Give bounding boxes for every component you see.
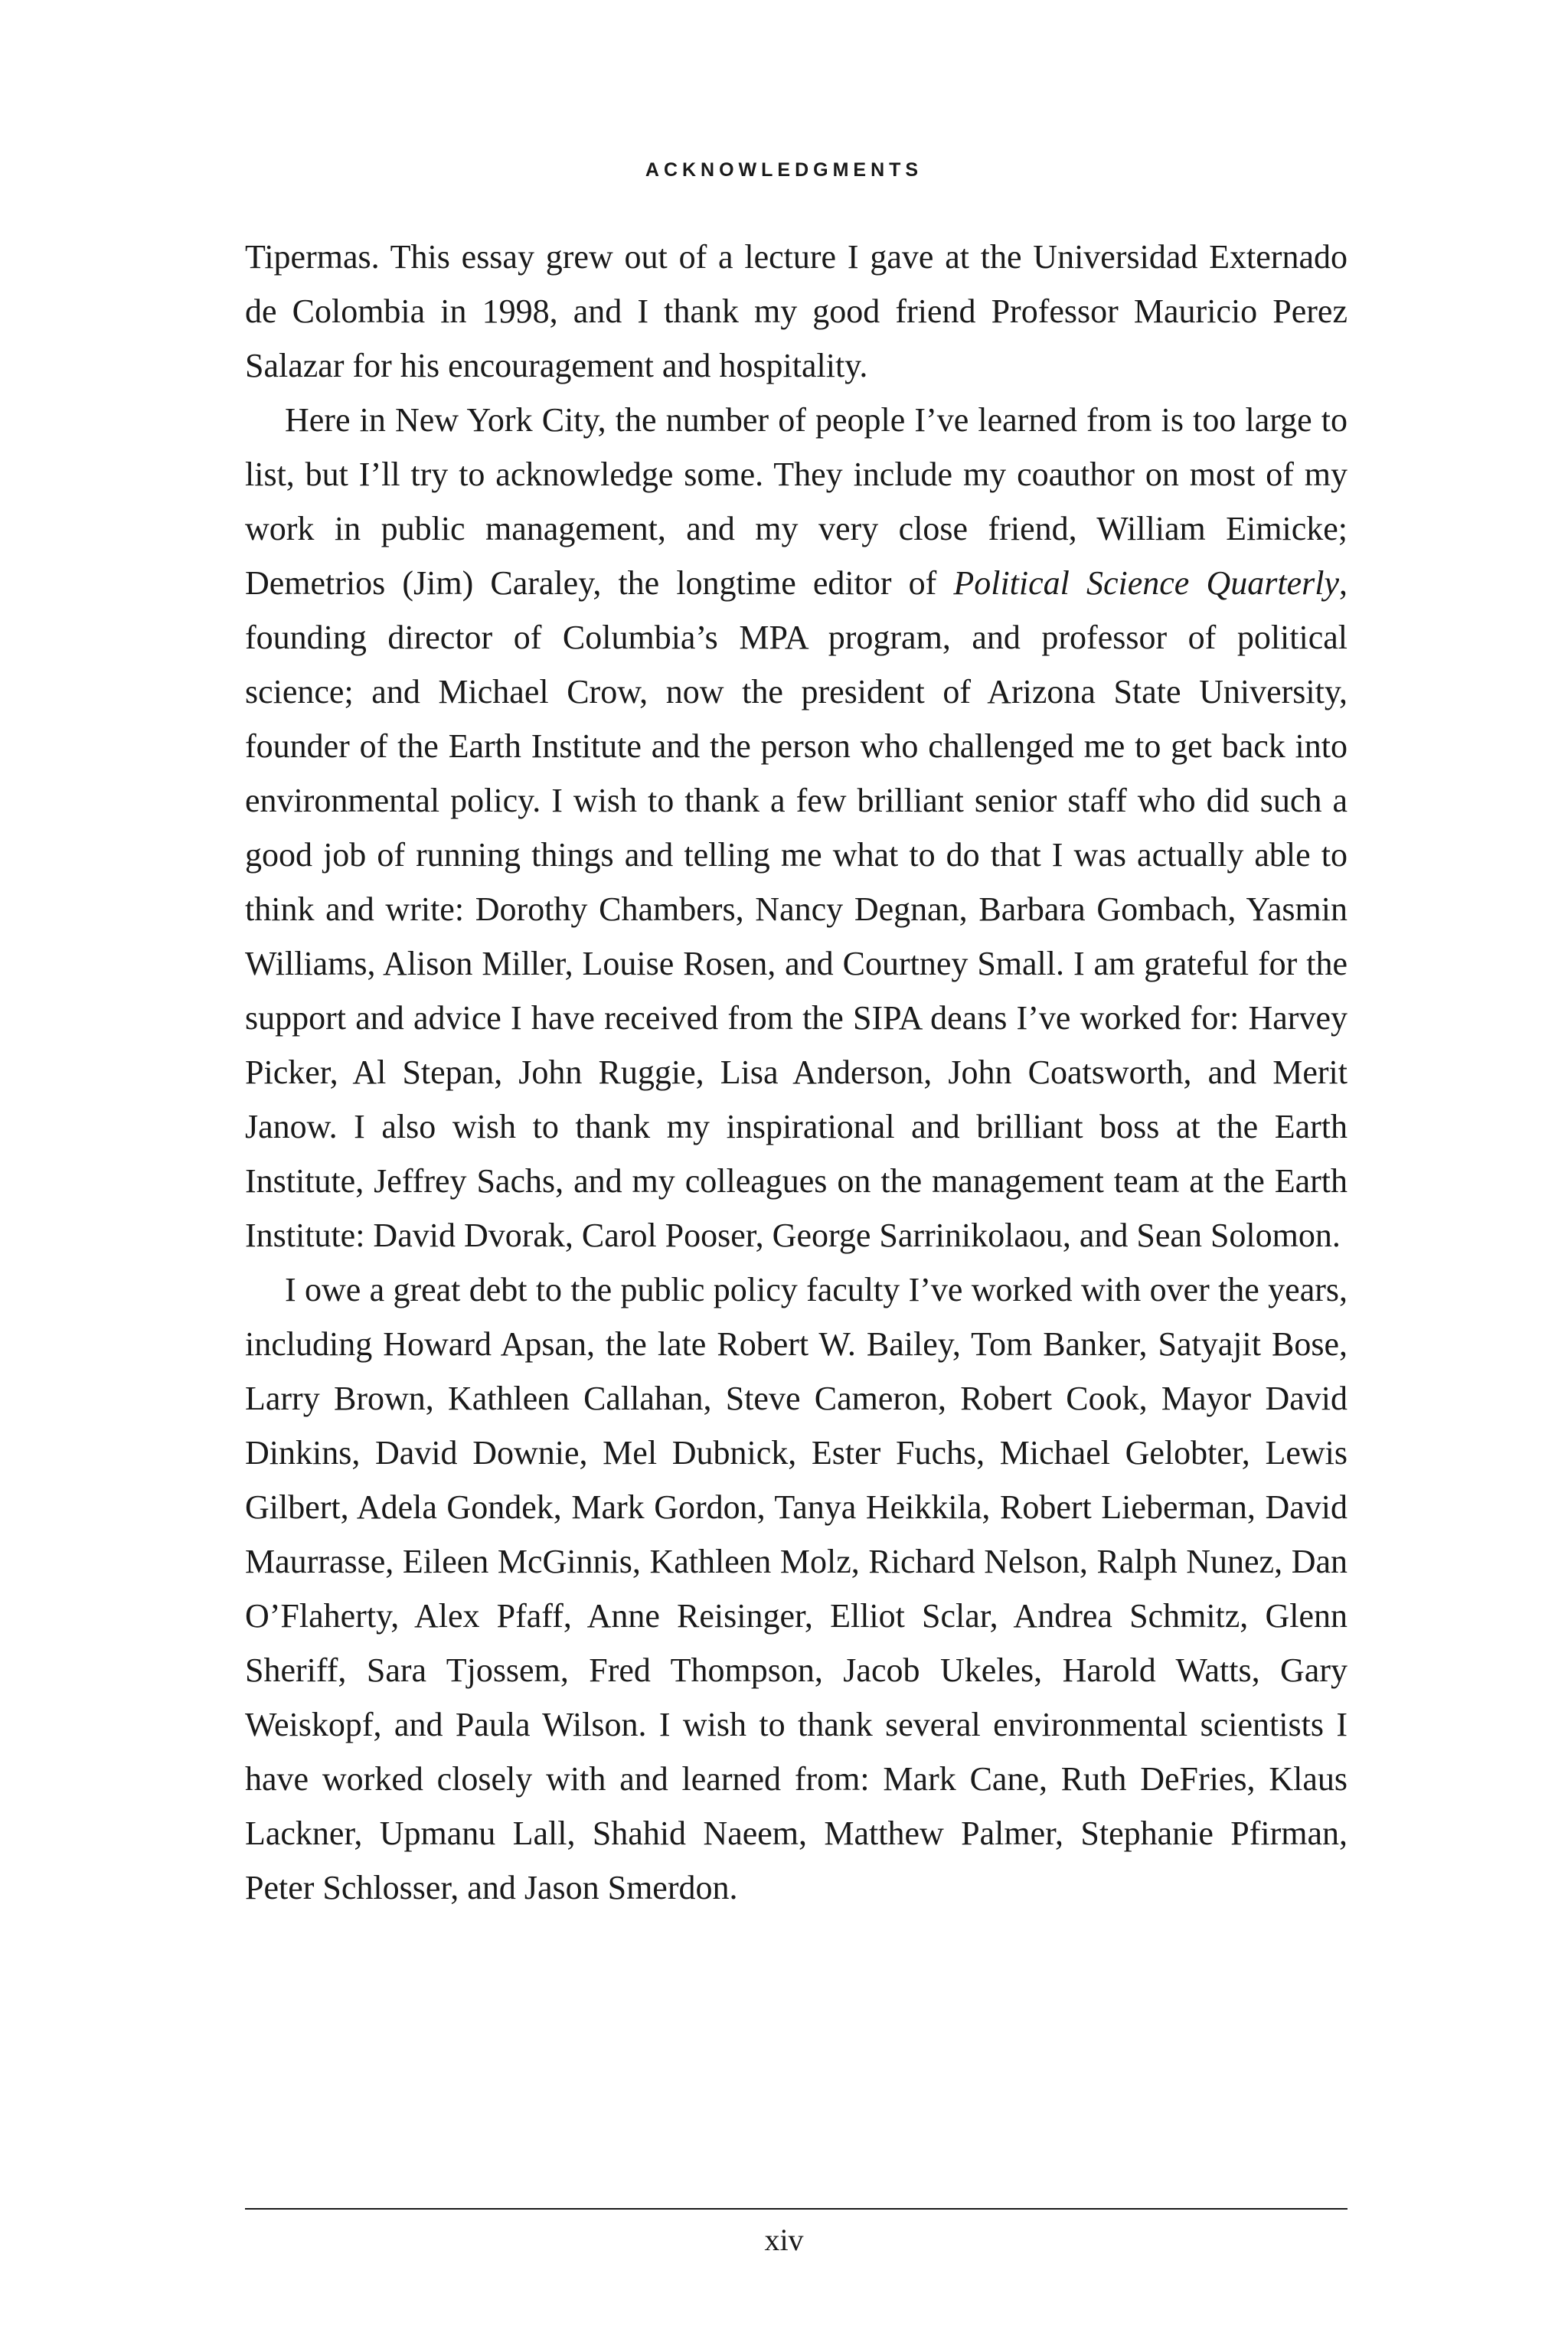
paragraph-continued: Tipermas. This essay grew out of a lecture I gave at the Universidad Externado de Colombia in 1998, and I thank my good friend Professor Mauricio Perez Salazar for his encouragement and hospitality.	[245, 238, 1348, 384]
paragraph-faculty: I owe a great debt to the public policy faculty I’ve worked with over the years, including Howard Apsan, the late Robert W. Bailey, Tom Banker, Satyajit Bose, Larry Brown, Kathleen Callahan, Steve Cameron, Robert Cook, Mayor David Dinkins, David Downie, Mel Dubnick, Ester Fuchs, Michael Gelobter, Lewis Gilbert, Adela Gondek, Mark Gordon, Tanya Heikkila, Robert Lieberman, David Maurrasse, Eileen McGinnis, Kathleen Molz, Richard Nelson, Ralph Nunez, Dan O’Flaherty, Alex Pfaff, Anne Reisinger, Elliot Sclar, Andrea Schmitz, Glenn Sheriff, Sara Tjossem, Fred Thompson, Jacob Ukeles, Harold Watts, Gary Weiskopf, and Paula Wilson. I wish to thank several environmental scientists I have worked closely with and learned from: Mark Cane, Ruth DeFries, Klaus Lackner, Upmanu Lall, Shahid Naeem, Matthew Palmer, Stephanie Pfirman, Peter Schlosser, and Jason Smerdon.	[245, 1271, 1348, 1906]
paragraph-text: , founding director of Columbia’s MPA program, and professor of political science; and Michael Crow, now the president of Arizona State University, founder of the Earth Institute and the person who challenged me to get back into environmental policy. I wish to thank a few brilliant senior staff who did such a good job of running things and telling me what to do that I was actually able to think and write: Dorothy Chambers, Nancy Degnan, Barbara Gombach, Yasmin Williams, Alison Miller, Louise Rosen, and Courtney Small. I am grateful for the support and advice I have received from the SIPA deans I’ve worked for: Harvey Picker, Al Stepan, John Ruggie, Lisa Anderson, John Coatsworth, and Merit Janow. I also wish to thank my inspirational and brilliant boss at the Earth Institute, Jeffrey Sachs, and my colleagues on the management team at the Earth Institute: David Dvorak, Carol Pooser, George Sarrinikolaou, and Sean Solomon.	[245, 564, 1348, 1254]
body-text	[245, 230, 1348, 1915]
page-number: xiv	[764, 2223, 804, 2257]
running-head: ACKNOWLEDGMENTS	[645, 159, 923, 181]
paragraph-text: Here in New York City, the number of people I’ve learned from is too large to list, but I’ll try to acknowledge some. They include my coauthor on most of my work in public management, and my very close friend, William Eimicke; Demetrios (Jim) Caraley, the longtime editor of	[245, 401, 1348, 602]
footer-rule	[245, 2208, 1348, 2210]
journal-title: Political Science Quarterly	[953, 564, 1339, 602]
paragraph-new-york	[245, 393, 1348, 1263]
